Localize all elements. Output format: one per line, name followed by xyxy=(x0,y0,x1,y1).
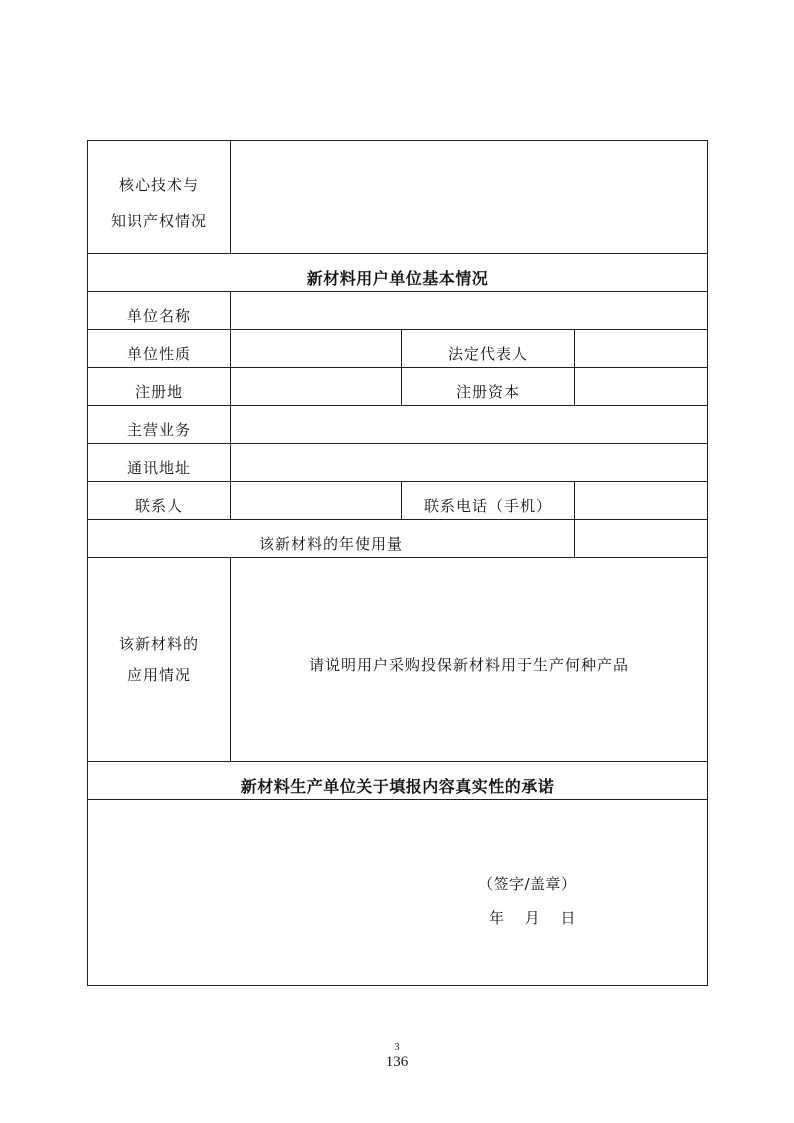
application-hint: 请说明用户采购投保新材料用于生产何种产品 xyxy=(231,558,708,762)
user-unit-section-title: 新材料用户单位基本情况 xyxy=(88,254,708,292)
application-label xyxy=(88,558,231,762)
annual-usage-label: 该新材料的年使用量 xyxy=(88,520,575,558)
legal-rep-value xyxy=(575,330,708,368)
main-business-value xyxy=(231,406,708,444)
main-business-label: 主营业务 xyxy=(88,406,231,444)
core-tech-value xyxy=(231,141,708,254)
contact-value xyxy=(231,482,402,520)
page-number-small: 3 xyxy=(394,1042,400,1053)
unit-name-label: 单位名称 xyxy=(88,292,231,330)
phone-label: 联系电话（手机） xyxy=(402,482,575,520)
commitment-section-title: 新材料生产单位关于填报内容真实性的承诺 xyxy=(88,762,708,800)
reg-capital-label: 注册资本 xyxy=(402,368,575,406)
commitment-body xyxy=(88,800,708,986)
reg-capital-value xyxy=(575,368,708,406)
phone-value xyxy=(575,482,708,520)
reg-place-label: 注册地 xyxy=(88,368,231,406)
application-label-line2: 应用情况 xyxy=(126,665,191,684)
signature-stamp-text: （签字/盖章） xyxy=(478,875,577,893)
signature-date-text: 年 月 日 xyxy=(489,909,577,927)
annual-usage-value xyxy=(575,520,708,558)
unit-name-value xyxy=(231,292,708,330)
core-tech-label xyxy=(88,141,231,254)
core-tech-label-line2: 知识产权情况 xyxy=(110,211,207,230)
address-label: 通讯地址 xyxy=(88,444,231,482)
core-tech-label-line1: 核心技术与 xyxy=(118,175,199,194)
legal-rep-label: 法定代表人 xyxy=(402,330,575,368)
form-table xyxy=(87,140,708,986)
contact-label: 联系人 xyxy=(88,482,231,520)
unit-nature-value xyxy=(231,330,402,368)
unit-nature-label: 单位性质 xyxy=(88,330,231,368)
application-label-line1: 该新材料的 xyxy=(118,634,199,653)
reg-place-value xyxy=(231,368,402,406)
address-value xyxy=(231,444,708,482)
page-number: 136 xyxy=(385,1054,409,1070)
